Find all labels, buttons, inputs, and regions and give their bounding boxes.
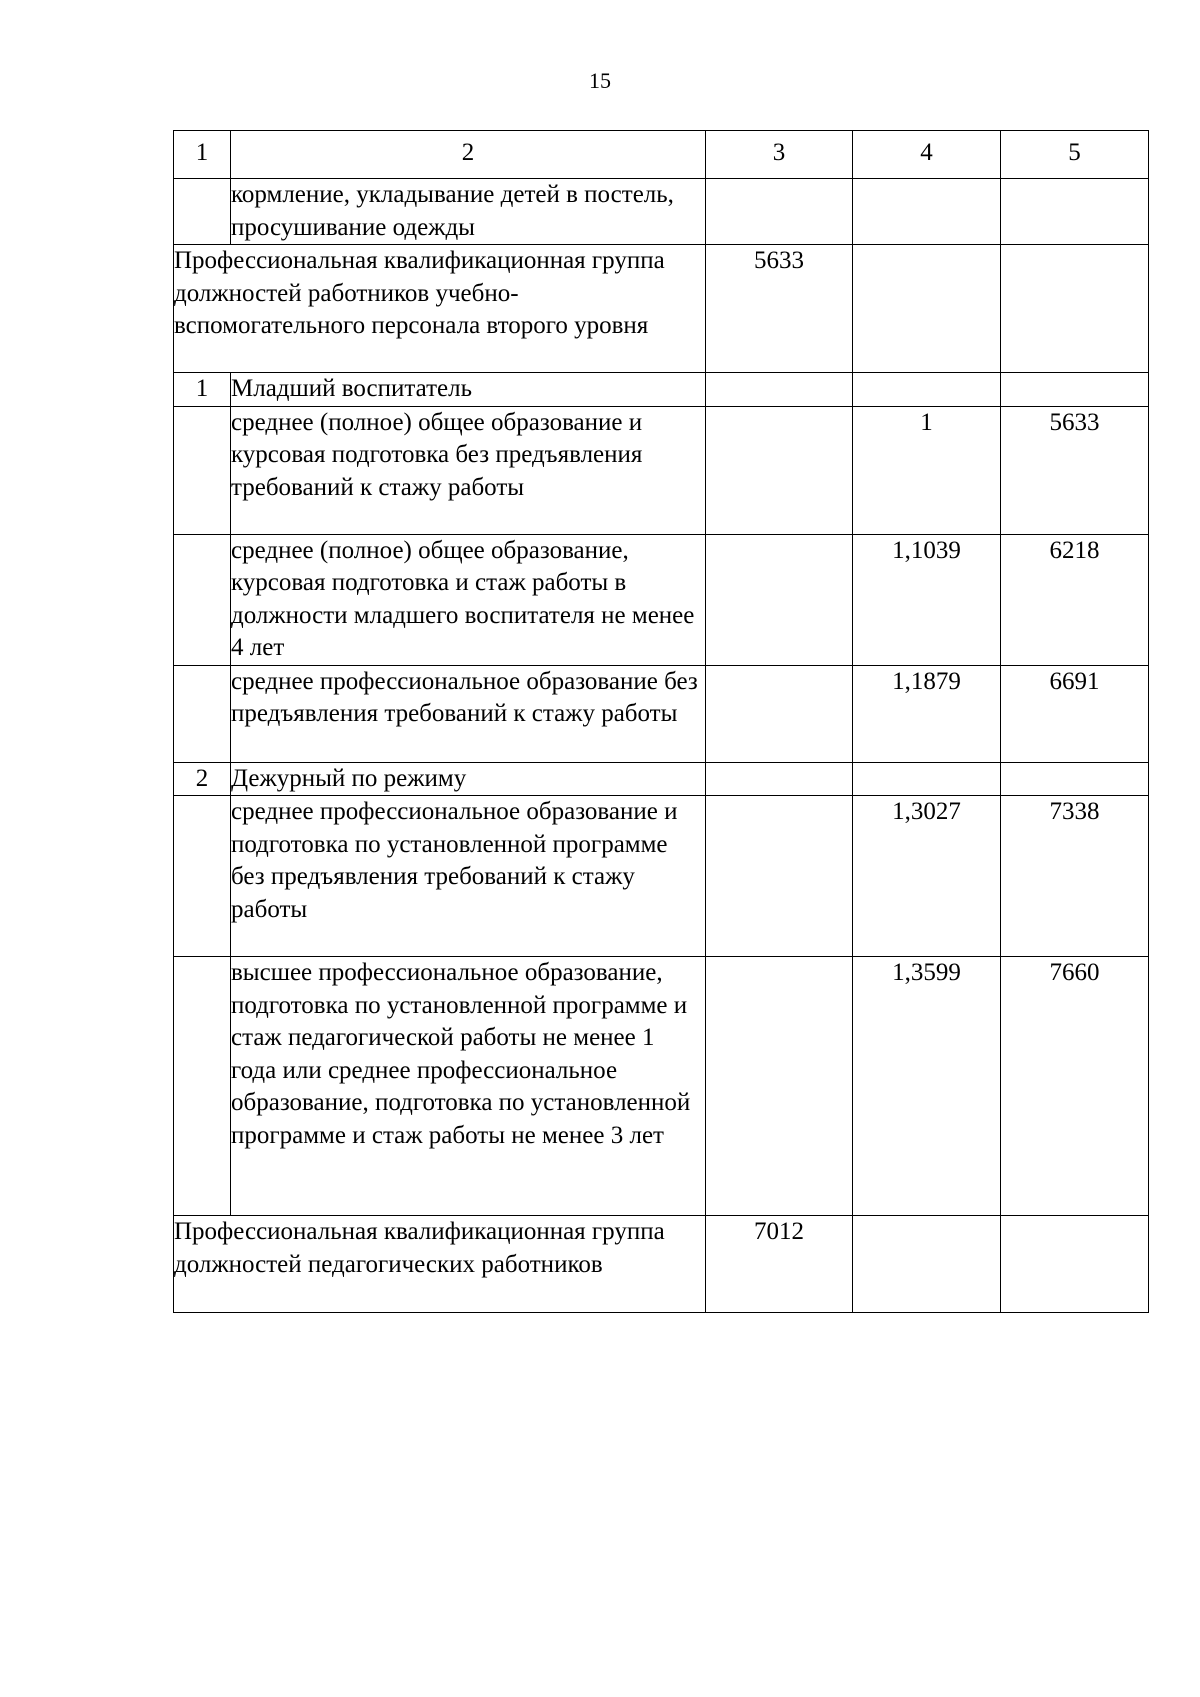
column-header-4: 4 bbox=[853, 131, 1001, 179]
group-coefficient-cell bbox=[853, 1216, 1001, 1313]
row-salary-cell: 6691 bbox=[1001, 665, 1149, 762]
group-title-cell: Профессиональная квалификационная группа должностей работников учебно-вспомогательного персонала второго уровня bbox=[174, 245, 706, 373]
row-description-cell: среднее профессиональное образование без предъявления требований к стажу работы bbox=[231, 665, 706, 762]
group-row bbox=[174, 1216, 1149, 1313]
row-salary-cell: 6218 bbox=[1001, 534, 1149, 665]
table-row bbox=[174, 665, 1149, 762]
row-description-cell: Младший воспитатель bbox=[231, 373, 706, 407]
row-number-cell bbox=[174, 957, 231, 1216]
row-number-cell bbox=[174, 665, 231, 762]
row-description-cell: среднее (полное) общее образование и курсовая подготовка без предъявления требований к стажу работы bbox=[231, 406, 706, 534]
row-number-cell bbox=[174, 179, 231, 245]
row-number-cell bbox=[174, 534, 231, 665]
table-row bbox=[174, 534, 1149, 665]
row-description-cell: кормление, укладывание детей в постель, просушивание одежды bbox=[231, 179, 706, 245]
row-number-cell: 1 bbox=[174, 373, 231, 407]
column-header-1: 1 bbox=[174, 131, 231, 179]
row-base-salary-cell bbox=[706, 957, 853, 1216]
row-coefficient-cell bbox=[853, 179, 1001, 245]
row-base-salary-cell bbox=[706, 406, 853, 534]
table-row bbox=[174, 179, 1149, 245]
row-salary-cell: 7338 bbox=[1001, 796, 1149, 957]
row-coefficient-cell bbox=[853, 762, 1001, 796]
row-base-salary-cell bbox=[706, 373, 853, 407]
row-base-salary-cell bbox=[706, 179, 853, 245]
table-row bbox=[174, 406, 1149, 534]
group-base-salary-cell: 5633 bbox=[706, 245, 853, 373]
group-coefficient-cell bbox=[853, 245, 1001, 373]
group-salary-cell bbox=[1001, 1216, 1149, 1313]
row-number-cell bbox=[174, 796, 231, 957]
group-salary-cell bbox=[1001, 245, 1149, 373]
qualification-table bbox=[173, 130, 1149, 1313]
row-coefficient-cell: 1 bbox=[853, 406, 1001, 534]
row-salary-cell: 5633 bbox=[1001, 406, 1149, 534]
row-coefficient-cell: 1,3599 bbox=[853, 957, 1001, 1216]
page-number: 15 bbox=[589, 68, 611, 93]
row-description-cell: Дежурный по режиму bbox=[231, 762, 706, 796]
table-row bbox=[174, 373, 1149, 407]
row-coefficient-cell: 1,3027 bbox=[853, 796, 1001, 957]
group-base-salary-cell: 7012 bbox=[706, 1216, 853, 1313]
table-row bbox=[174, 957, 1149, 1216]
table-header-row bbox=[174, 131, 1149, 179]
row-salary-cell bbox=[1001, 179, 1149, 245]
row-description-cell: среднее (полное) общее образование, курсовая подготовка и стаж работы в должности младшего воспитателя не менее 4 лет bbox=[231, 534, 706, 665]
row-base-salary-cell bbox=[706, 534, 853, 665]
table-row bbox=[174, 762, 1149, 796]
row-coefficient-cell: 1,1879 bbox=[853, 665, 1001, 762]
row-number-cell: 2 bbox=[174, 762, 231, 796]
column-header-2: 2 bbox=[231, 131, 706, 179]
row-salary-cell bbox=[1001, 762, 1149, 796]
row-base-salary-cell bbox=[706, 762, 853, 796]
row-base-salary-cell bbox=[706, 796, 853, 957]
row-coefficient-cell: 1,1039 bbox=[853, 534, 1001, 665]
group-title-cell: Профессиональная квалификационная группа должностей педагогических работников bbox=[174, 1216, 706, 1313]
row-base-salary-cell bbox=[706, 665, 853, 762]
row-salary-cell: 7660 bbox=[1001, 957, 1149, 1216]
row-salary-cell bbox=[1001, 373, 1149, 407]
row-number-cell bbox=[174, 406, 231, 534]
group-row bbox=[174, 245, 1149, 373]
row-description-cell: высшее профессиональное образование, подготовка по установленной программе и стаж педагогической работы не менее 1 года или среднее профессиональное образование, подготовка по установленной программе и стаж работы не менее 3 лет bbox=[231, 957, 706, 1216]
column-header-3: 3 bbox=[706, 131, 853, 179]
row-coefficient-cell bbox=[853, 373, 1001, 407]
table-row bbox=[174, 796, 1149, 957]
column-header-5: 5 bbox=[1001, 131, 1149, 179]
row-description-cell: среднее профессиональное образование и подготовка по установленной программе без предъявления требований к стажу работы bbox=[231, 796, 706, 957]
